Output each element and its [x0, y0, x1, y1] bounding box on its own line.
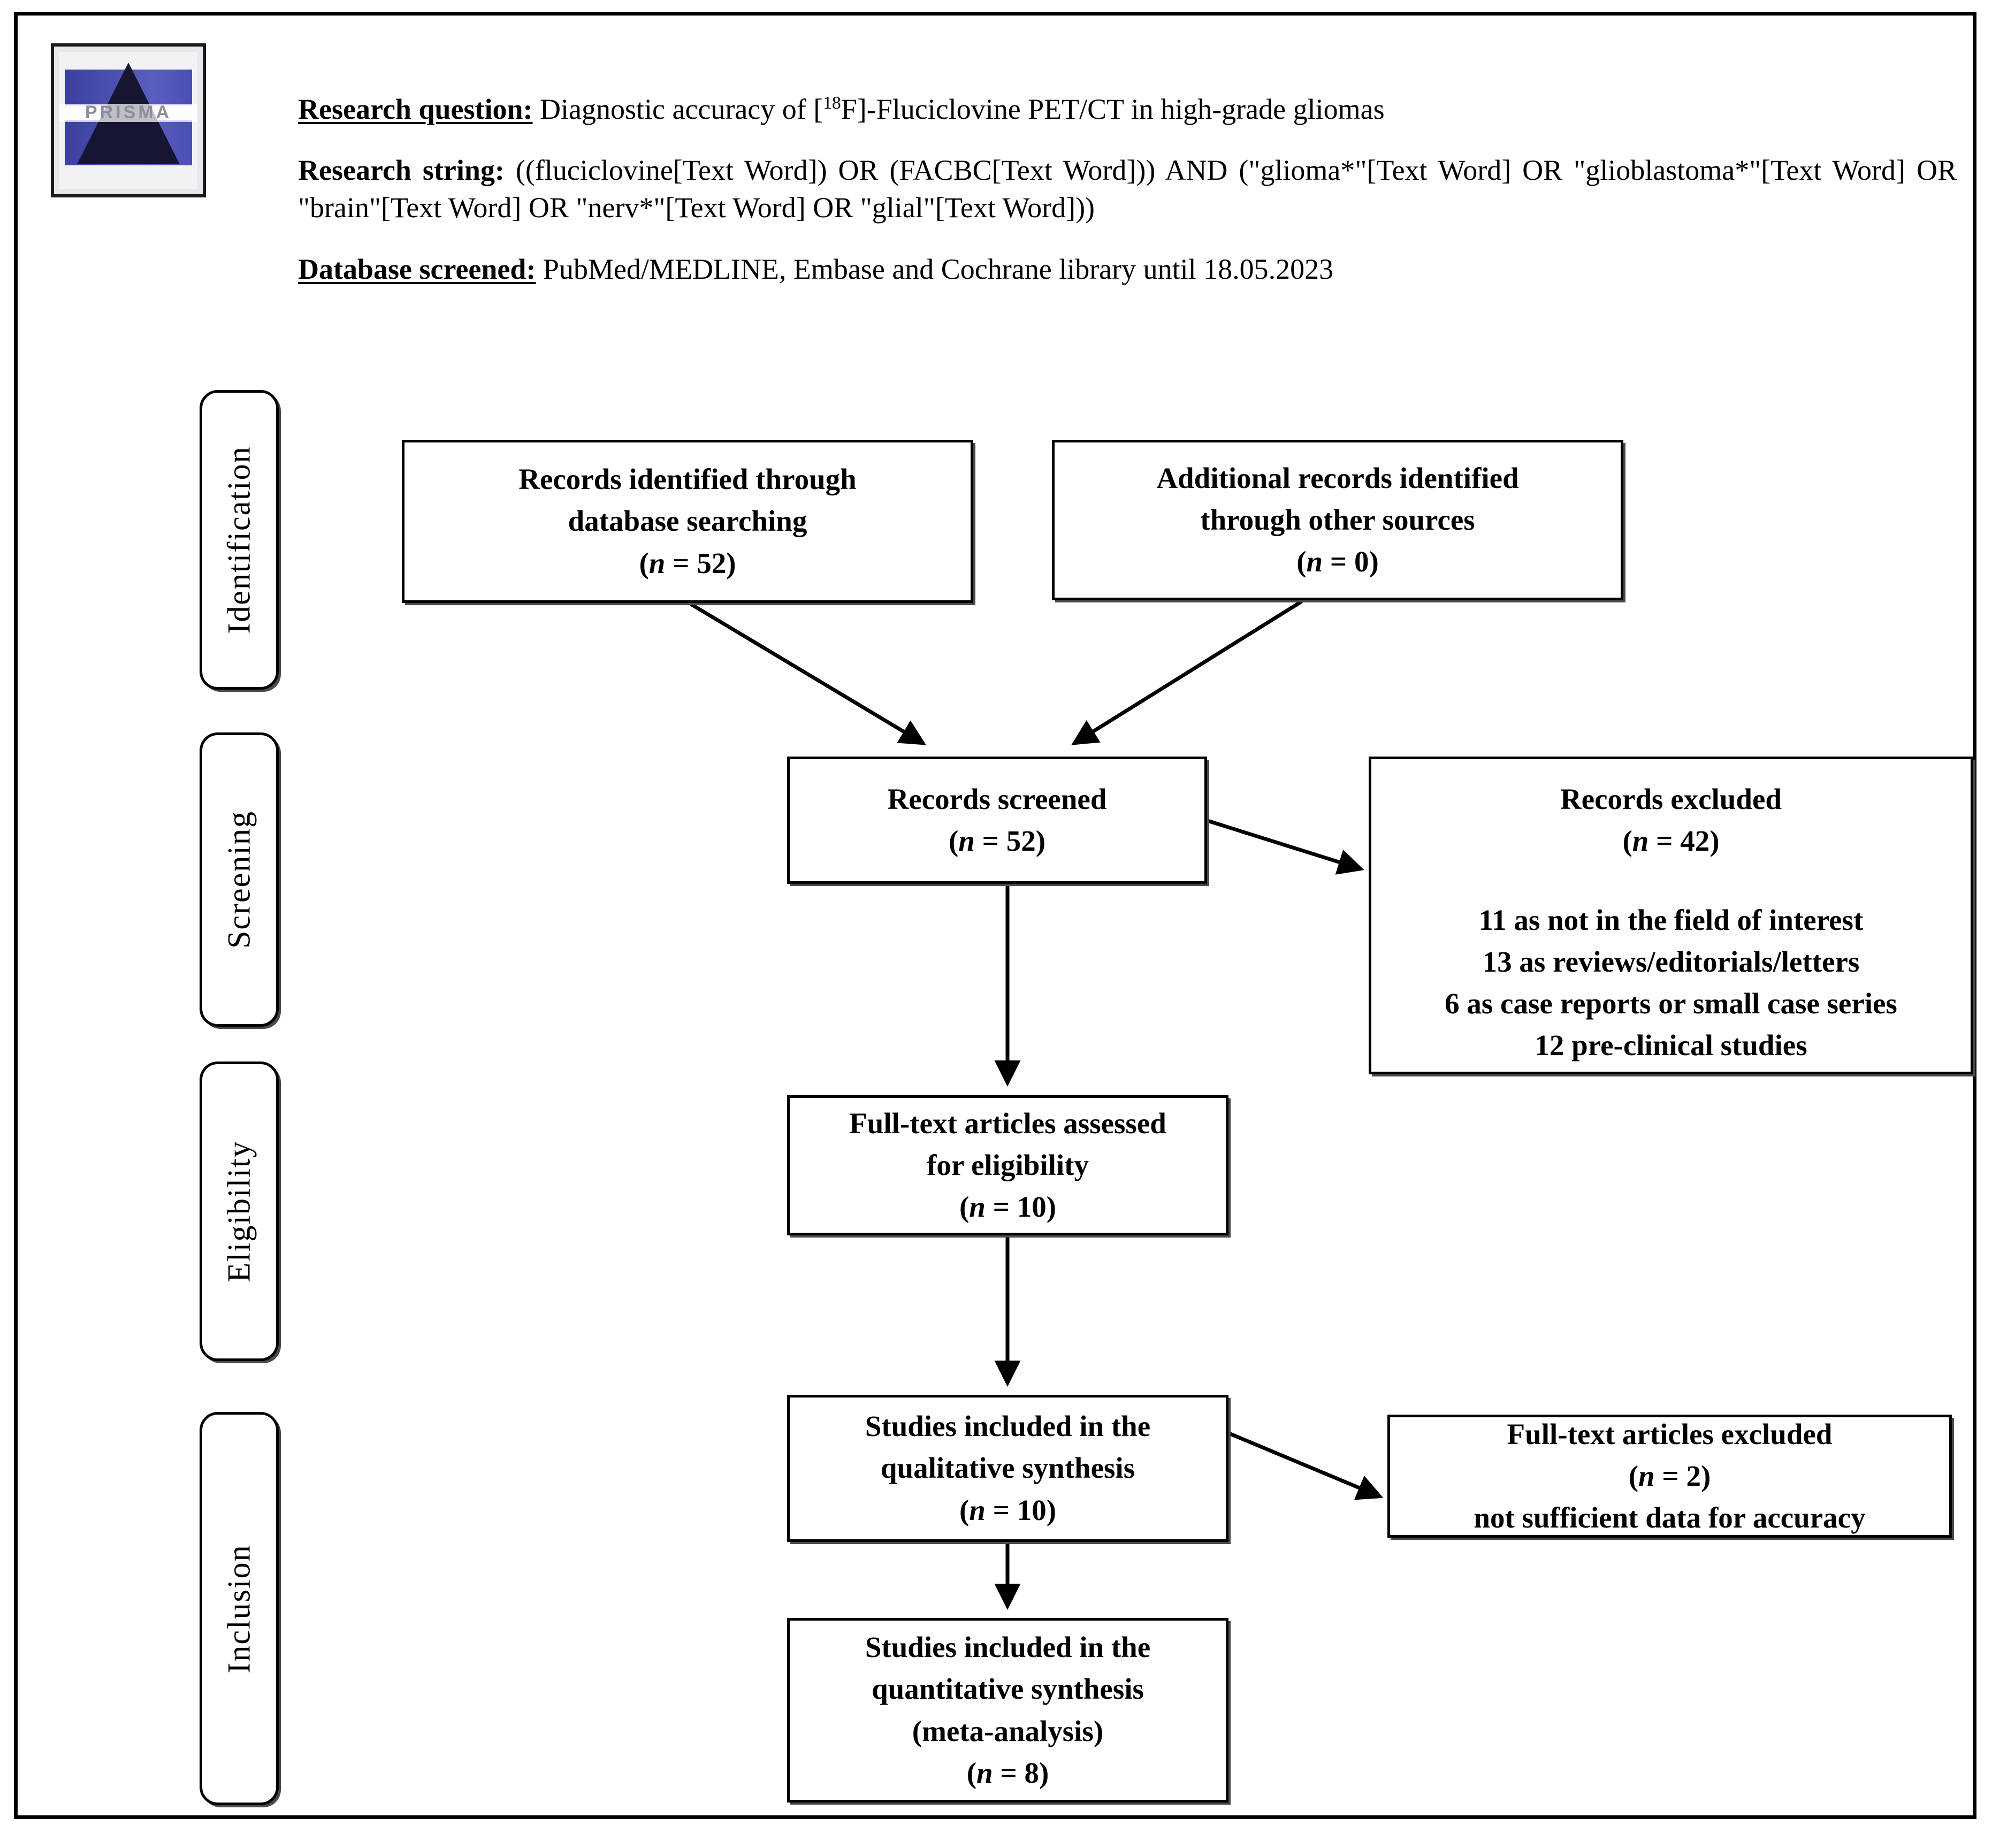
box-count: (n = 52) — [948, 824, 1046, 857]
box-additional-records-other-sources — [1052, 440, 1623, 600]
stage-label-inclusion — [200, 1412, 279, 1805]
diagram-frame — [14, 12, 1976, 1819]
prisma-logo — [51, 43, 206, 197]
prisma-logo-graphic — [59, 52, 197, 189]
box-count: (n = 42) — [1622, 824, 1720, 858]
box-fulltext-articles-excluded — [1387, 1415, 1952, 1538]
exclusion-reason: 11 as not in the field of interest — [1478, 903, 1864, 936]
box-count: (n = 8) — [966, 1756, 1049, 1789]
box-count: (n = 52) — [639, 546, 736, 579]
database-screened-value: PubMed/MEDLINE, Embase and Cochrane library until 18.05.2023 — [543, 253, 1334, 285]
stage-label-screening-text: Screening — [221, 811, 257, 949]
stage-label-eligibility — [200, 1062, 279, 1361]
research-string-label: Research string: — [298, 154, 505, 187]
box-studies-qualitative-synthesis — [787, 1395, 1228, 1542]
box-line: Full-text articles assessed — [849, 1106, 1166, 1140]
box-records-excluded — [1369, 757, 1973, 1074]
box-fulltext-assessed-eligibility — [787, 1095, 1228, 1235]
box-line: Records excluded — [1560, 783, 1782, 815]
exclusion-reason: not sufficient data for accuracy — [1474, 1501, 1866, 1534]
box-count: (n = 10) — [959, 1190, 1057, 1224]
box-line: qualitative synthesis — [880, 1452, 1135, 1485]
box-line: quantitative synthesis — [872, 1673, 1144, 1706]
box-line: Full-text articles excluded — [1507, 1417, 1833, 1450]
stage-label-inclusion-text: Inclusion — [221, 1544, 257, 1674]
stage-label-identification — [200, 390, 279, 690]
header-block — [298, 90, 1957, 311]
arrow-qualitative-to-ftexcluded — [1229, 1433, 1380, 1496]
box-records-screened — [787, 757, 1207, 884]
research-string-part1: ((fluciclovine[Text Word]) OR (FACBC[Text Word])) AND ("glioma*"[Text Word] OR — [515, 154, 1563, 187]
research-question-label: Research question: — [298, 93, 533, 125]
stage-label-screening — [200, 732, 279, 1027]
box-line: Studies included in the — [865, 1410, 1151, 1443]
arrow-othersources-to-screened — [1074, 601, 1302, 743]
box-count: (n = 10) — [959, 1493, 1057, 1526]
stage-label-eligibility-text: Eligibility — [221, 1140, 257, 1282]
research-question-line — [298, 90, 1957, 128]
box-count: (n = 2) — [1628, 1459, 1711, 1492]
research-question-text-before: Diagnostic accuracy of [ — [540, 93, 823, 125]
isotope-superscript: 18 — [823, 93, 841, 113]
box-line: through other sources — [1200, 503, 1475, 536]
arrow-dbsearch-to-screened — [691, 604, 923, 743]
prisma-logo-text: PRISMA — [59, 104, 197, 121]
exclusion-reason: 12 pre-clinical studies — [1535, 1028, 1807, 1062]
box-line: Records screened — [887, 782, 1107, 815]
arrow-screened-to-excluded — [1208, 821, 1361, 869]
database-screened-label: Database screened: — [298, 253, 536, 285]
research-question-text-after: F]-Fluciclovine PET/CT in high-grade gliomas — [841, 93, 1385, 125]
box-line: database searching — [568, 505, 807, 538]
box-line: Additional records identified — [1156, 461, 1519, 494]
box-records-identified-database — [402, 440, 973, 603]
box-line: for eligibility — [927, 1148, 1089, 1181]
box-count: (n = 0) — [1296, 545, 1379, 578]
database-screened-line — [298, 250, 1957, 288]
box-line: Studies included in the — [865, 1631, 1151, 1664]
exclusion-reason: 6 as case reports or small case series — [1445, 987, 1897, 1020]
research-string-line — [298, 151, 1957, 226]
stage-label-identification-text: Identification — [221, 446, 257, 634]
box-line: (meta-analysis) — [912, 1714, 1104, 1747]
box-studies-quantitative-synthesis — [787, 1618, 1228, 1803]
box-line: Records identified through — [518, 463, 857, 496]
research-string-part2: "glioblastoma*"[Text Word] OR "brain"[Text Word] OR "nerv*"[Text Word] OR "glial"[Text Word])) — [298, 154, 1957, 224]
exclusion-reason: 13 as reviews/editorials/letters — [1482, 945, 1860, 978]
